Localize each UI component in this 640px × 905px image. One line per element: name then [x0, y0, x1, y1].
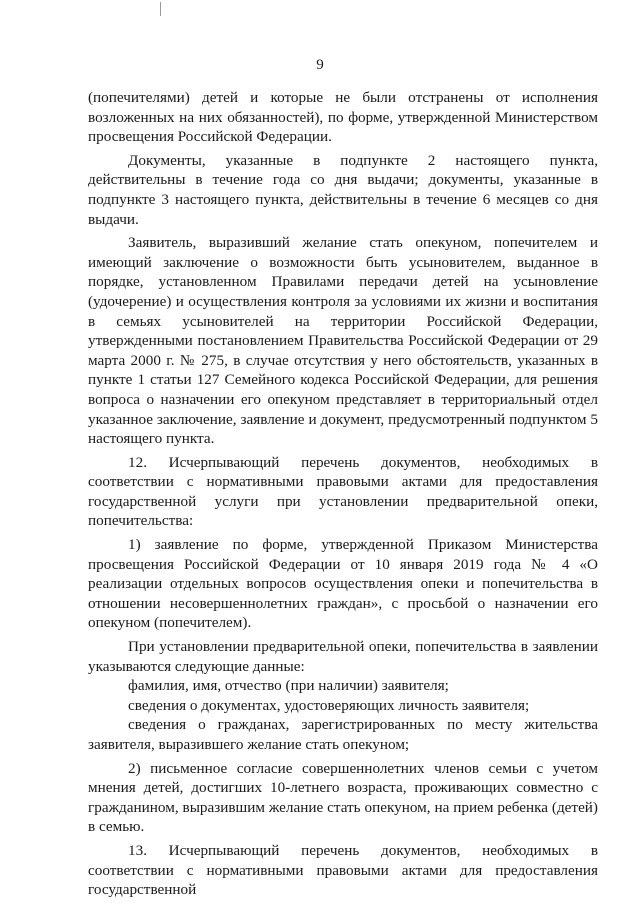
scan-edge-mark	[160, 2, 161, 16]
paragraph-clause-12: 12. Исчерпывающий перечень документов, необходимых в соответствии с нормативными правовыми актами для предоставления государственной услуги при установлении предварительной опеки, попечительства:	[88, 453, 598, 530]
paragraph-continuation: (попечителями) детей и которые не были отстранены от исполнения возложенных на них обязанностей), по форме, утвержденной Министерством просвещения Российской Федерации.	[88, 89, 598, 146]
list-item-identity-documents: сведения о документах, удостоверяющих личность заявителя;	[128, 696, 530, 714]
paragraph-application-data: При установлении предварительной опеки, попечительства в заявлении указываются следующие данные:	[88, 638, 598, 675]
page-number: 9	[316, 57, 324, 73]
list-item-full-name: фамилия, имя, отчество (при наличии) заявителя;	[128, 677, 449, 695]
document-body	[88, 88, 598, 900]
paragraph-clause-13: 13. Исчерпывающий перечень документов, необходимых в соответствии с нормативными правовыми актами для предоставления государственной	[88, 841, 598, 899]
list-item-family-consent: 2) письменное согласие совершеннолетних членов семьи с учетом мнения детей, достигших 10-летнего возраста, проживающих совместно с гражданином, выразившим желание стать опекуном, на прием ребенка (детей) в семью.	[88, 759, 598, 836]
list-item-application: 1) заявление по форме, утвержденной Приказом Министерства просвещения Российской Федерации от 10 января 2019 года № 4 «О реализации отдельных вопросов осуществления опеки и попечительства в отношении несовершеннолетних граждан», с просьбой о назначении его опекуном (попечителем).	[88, 536, 598, 632]
list-item-registered-persons: сведения о гражданах, зарегистрированных по месту жительства заявителя, выразившего желание стать опекуном;	[88, 716, 598, 753]
paragraph-applicant-conclusion: Заявитель, выразивший желание стать опекуном, попечителем и имеющий заключение о возможности быть усыновителем, выданное в порядке, установленном Правилами передачи детей на усыновление (удочерение) и осуществления контроля за условиями их жизни и воспитания в семьях усыновителей на территории Российской Федерации, утвержденными постановлением Правительства Российской Федерации от 29 марта 2000 г. № 275, в случае отсутствия у него обстоятельств, указанных в пункте 1 статьи 127 Семейного кодекса Российской Федерации, для решения вопроса о назначении его опекуном представляет в территориальный отдел указанное заключение, заявление и документ, предусмотренный подпунктом 5 настоящего пункта.	[88, 234, 598, 448]
paragraph-documents-validity: Документы, указанные в подпункте 2 настоящего пункта, действительны в течение года со дня выдачи; документы, указанные в подпункте 3 настоящего пункта, действительны в течение 6 месяцев со дня выдачи.	[88, 151, 598, 228]
